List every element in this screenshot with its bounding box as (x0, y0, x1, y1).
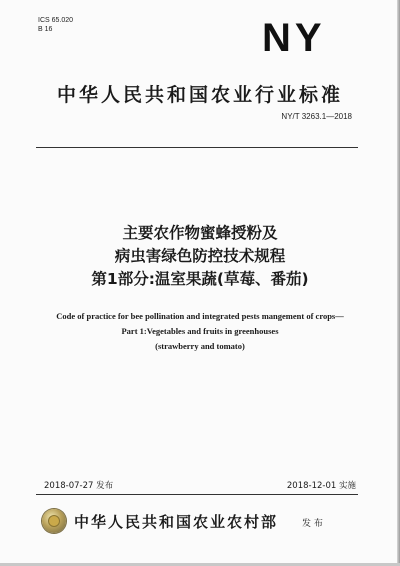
title-cn-line1: 主要农作物蜜蜂授粉及 (122, 224, 278, 242)
bottom-divider (36, 494, 358, 495)
title-en-line2: Part 1:Vegetables and fruits in greenhouses (121, 326, 279, 336)
ics-code: ICS 65.020 (38, 17, 74, 24)
classification-codes (38, 16, 73, 34)
title-cn-line3: 第1部分:温室果蔬(草莓、番茄) (91, 270, 309, 288)
issue-date: 2018-07-27 发布 (44, 481, 114, 491)
org-title: 中华人民共和国农业行业标准 (56, 84, 343, 106)
title-en-line3: (strawberry and tomato) (155, 341, 245, 351)
ministry-emblem-icon (42, 509, 66, 533)
top-divider (36, 147, 358, 148)
ny-logo: NY (262, 16, 326, 60)
title-cn-line2: 病虫害绿色防控技术规程 (114, 247, 286, 265)
ccs-code: B 16 (38, 26, 53, 33)
emblem-center (49, 516, 59, 526)
title-en-line1: Code of practice for bee pollination and integrated pests mangement of crops— (56, 311, 344, 321)
implement-date: 2018-12-01 实施 (286, 481, 356, 491)
publisher-action: 发 布 (302, 519, 323, 529)
standard-number: NY/T 3263.1—2018 (281, 112, 352, 121)
publisher-name: 中华人民共和国农业农村部 (74, 513, 279, 531)
